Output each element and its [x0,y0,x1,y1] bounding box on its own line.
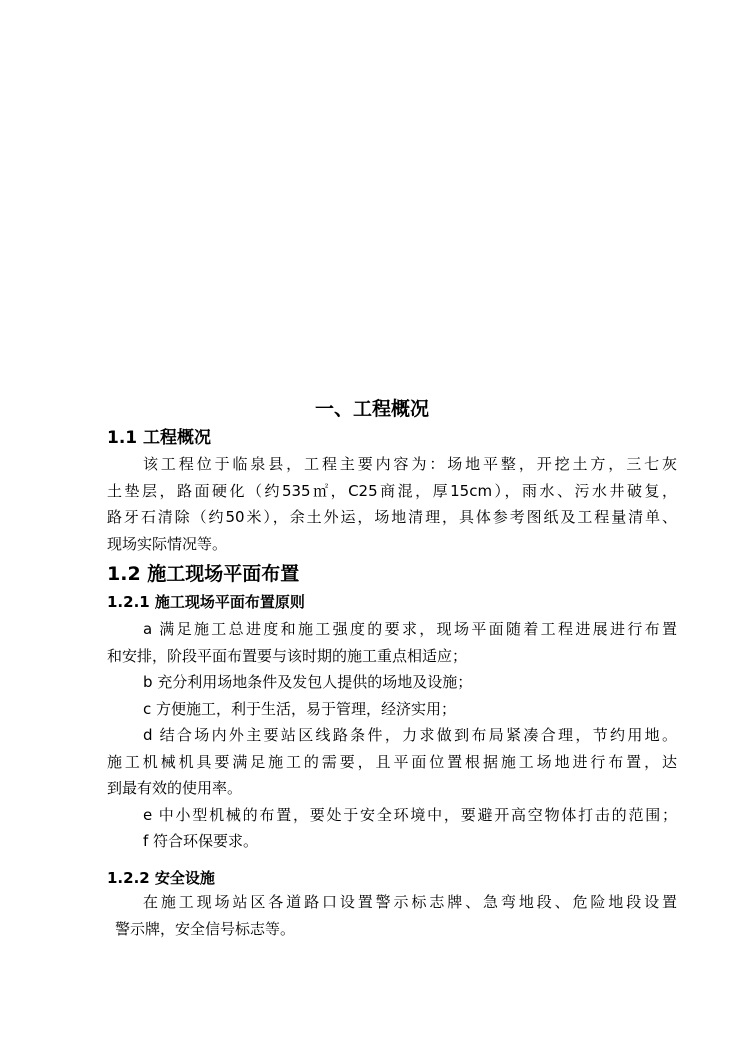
section-1-1-paragraph [107,451,677,557]
principle-b: b 充分利用场地条件及发包人提供的场地及设施； [143,673,473,691]
paragraph-line: 路牙石清除（约50米），余土外运，场地清理，具体参考图纸及工程量清单、 [107,508,677,526]
principle-d: d 结合场内外主要站区线路条件，力求做到布局紧凑合理，节约用地。 [143,726,677,744]
document-title: 一、工程概况 [314,398,429,420]
paragraph-line: 该工程位于临泉县，工程主要内容为：场地平整，开挖土方，三七灰 [143,455,677,473]
safety-paragraph [107,889,677,942]
principles-list [107,616,677,855]
principle-e: e 中小型机械的布置，要处于安全环境中，要避开高空物体打击的范围； [143,805,677,824]
principle-f: f 符合环保要求。 [143,832,259,850]
paragraph-line: 在施工现场站区各道路口设置警示标志牌、急弯地段、危险地段设置 [143,893,677,911]
principle-d-cont: 到最有效的使用率。 [107,779,243,797]
section-1-1-heading: 1.1 工程概况 [107,428,212,448]
paragraph-line: 警示牌，安全信号标志等。 [115,919,296,938]
paragraph-line: 土垫层，路面硬化（约535㎡，C25商混，厚15cm），雨水、污水井破复， [107,481,677,500]
section-1-2-2-heading: 1.2.2 安全设施 [107,869,215,887]
section-1-2-1-heading: 1.2.1 施工现场平面布置原则 [107,593,305,611]
paragraph-line: 现场实际情况等。 [107,534,228,553]
section-1-2-heading: 1.2 施工现场平面布置 [107,563,300,585]
principle-a: a 满足施工总进度和施工强度的要求，现场平面随着工程进展进行布置 [143,620,677,638]
principle-c: c 方便施工，利于生活，易于管理，经济实用； [143,699,457,718]
principle-a-cont: 和安排，阶段平面布置要与该时期的施工重点相适应； [107,646,468,665]
principle-d-cont: 施工机械机具要满足施工的需要，且平面位置根据施工场地进行布置，达 [107,752,677,771]
